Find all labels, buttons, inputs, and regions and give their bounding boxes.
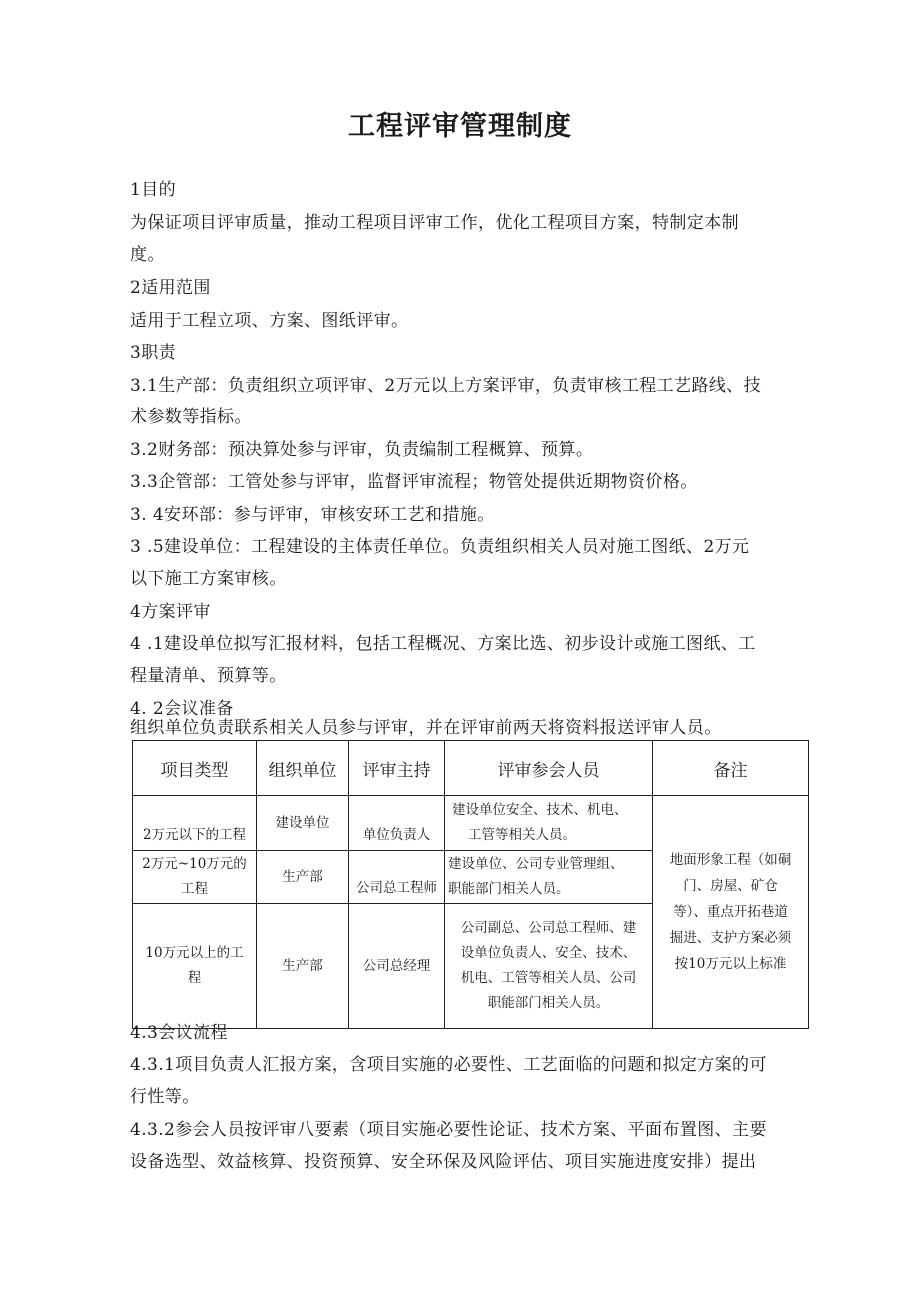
paragraph-line: 适用于工程立项、方案、图纸评审。 [130, 311, 409, 331]
section-heading-duties: 3职责 [130, 343, 177, 363]
paragraph-line: 3. 4安环部：参与评审，审核安环工艺和措施。 [130, 505, 495, 525]
cell-attendees [445, 904, 653, 1029]
paragraph-line: 3.2财务部：预决算处参与评审，负责编制工程概算、预算。 [130, 440, 594, 460]
table-header-row [133, 741, 809, 796]
section-heading-scope: 2适用范围 [130, 278, 211, 298]
cell-attendees [445, 796, 653, 851]
cell-host: 单位负责人 [349, 796, 445, 851]
review-table [132, 740, 809, 1029]
subsection-heading-meeting-flow: 4.3会议流程 [130, 1023, 228, 1043]
paragraph-line: 3 .5建设单位：工程建设的主体责任单位。负责组织相关人员对施工图纸、2万元 [130, 537, 750, 557]
paragraph-line: 程量清单、预算等。 [130, 666, 287, 686]
paragraph-line: 术参数等指标。 [130, 407, 252, 427]
project-type-line: 工程 [181, 881, 208, 897]
cell-organizer: 生产部 [257, 904, 349, 1029]
cell-attendees [445, 851, 653, 904]
table-row [133, 796, 809, 851]
paragraph-line: 度。 [130, 245, 165, 265]
remarks-line: 等）、重点开拓巷道 [673, 904, 788, 920]
section-heading-purpose: 1目的 [130, 180, 177, 200]
remarks-line: 掘进、支护方案必须 [669, 930, 792, 946]
project-type-line: 10万元以上的工 [145, 945, 244, 961]
paragraph-line: 3.3企管部：工管处参与评审，监督评审流程；物管处提供近期物资价格。 [130, 472, 698, 492]
paragraph-line: 行性等。 [130, 1087, 200, 1107]
attendees-line: 职能部门相关人员。 [448, 881, 570, 897]
attendees-line: 工管等相关人员。 [468, 827, 576, 843]
section-heading-plan-review: 4方案评审 [130, 602, 211, 622]
attendees-line: 建设单位安全、技术、机电、 [452, 802, 628, 818]
cell-host: 公司总工程师 [349, 851, 445, 904]
remarks-line: 地面形象工程（如硐 [669, 852, 792, 868]
paragraph-line: 以下施工方案审核。 [130, 569, 287, 589]
cell-remarks [653, 796, 809, 1029]
cell-host: 公司总经理 [349, 904, 445, 1029]
paragraph-line: 为保证项目评审质量，推动工程项目评审工作，优化工程项目方案，特制定本制 [130, 213, 739, 233]
paragraph-line: 设备选型、效益核算、投资预算、安全环保及风险评估、项目实施进度安排）提出 [130, 1152, 757, 1172]
attendees-line: 职能部门相关人员。 [487, 995, 610, 1011]
header-project-type: 项目类型 [133, 741, 257, 796]
project-type-line: 程 [187, 970, 202, 986]
paragraph-line: 4 .1建设单位拟写汇报材料，包括工程概况、方案比选、初步设计或施工图纸、工 [130, 634, 756, 654]
header-host: 评审主持 [349, 741, 445, 796]
remarks-line: 门、房屋、矿仓 [683, 878, 778, 894]
project-type-line: 2万元~10万元的 [142, 856, 247, 872]
paragraph-line: 4.3.1项目负责人汇报方案，含项目实施的必要性、工艺面临的问题和拟定方案的可 [130, 1055, 767, 1075]
header-organizer: 组织单位 [257, 741, 349, 796]
remarks-line: 按10万元以上标准 [674, 956, 787, 972]
paragraph-line: 组织单位负责联系相关人员参与评审，并在评审前两天将资料报送评审人员。 [130, 718, 722, 738]
header-remarks: 备注 [653, 741, 809, 796]
cell-organizer: 生产部 [257, 851, 349, 904]
attendees-line: 机电、工管等相关人员、公司 [460, 970, 637, 986]
cell-organizer: 建设单位 [257, 796, 349, 851]
document-title: 工程评审管理制度 [348, 111, 572, 142]
attendees-line: 设单位负责人、安全、技术、 [460, 945, 637, 961]
attendees-line: 公司副总、公司总工程师、建 [460, 920, 637, 936]
cell-project-type [133, 851, 257, 904]
paragraph-line: 3.1生产部：负责组织立项评审、2万元以上方案评审，负责审核工程工艺路线、技 [130, 376, 762, 396]
paragraph-line: 4.3.2参会人员按评审八要素（项目实施必要性论证、技术方案、平面布置图、主要 [130, 1120, 767, 1140]
subsection-heading-meeting-prep: 4. 2会议准备 [130, 699, 234, 719]
cell-project-type [133, 904, 257, 1029]
cell-project-type: 2万元以下的工程 [133, 796, 257, 851]
header-attendees: 评审参会人员 [445, 741, 653, 796]
attendees-line: 建设单位、公司专业管理组、 [448, 856, 624, 872]
